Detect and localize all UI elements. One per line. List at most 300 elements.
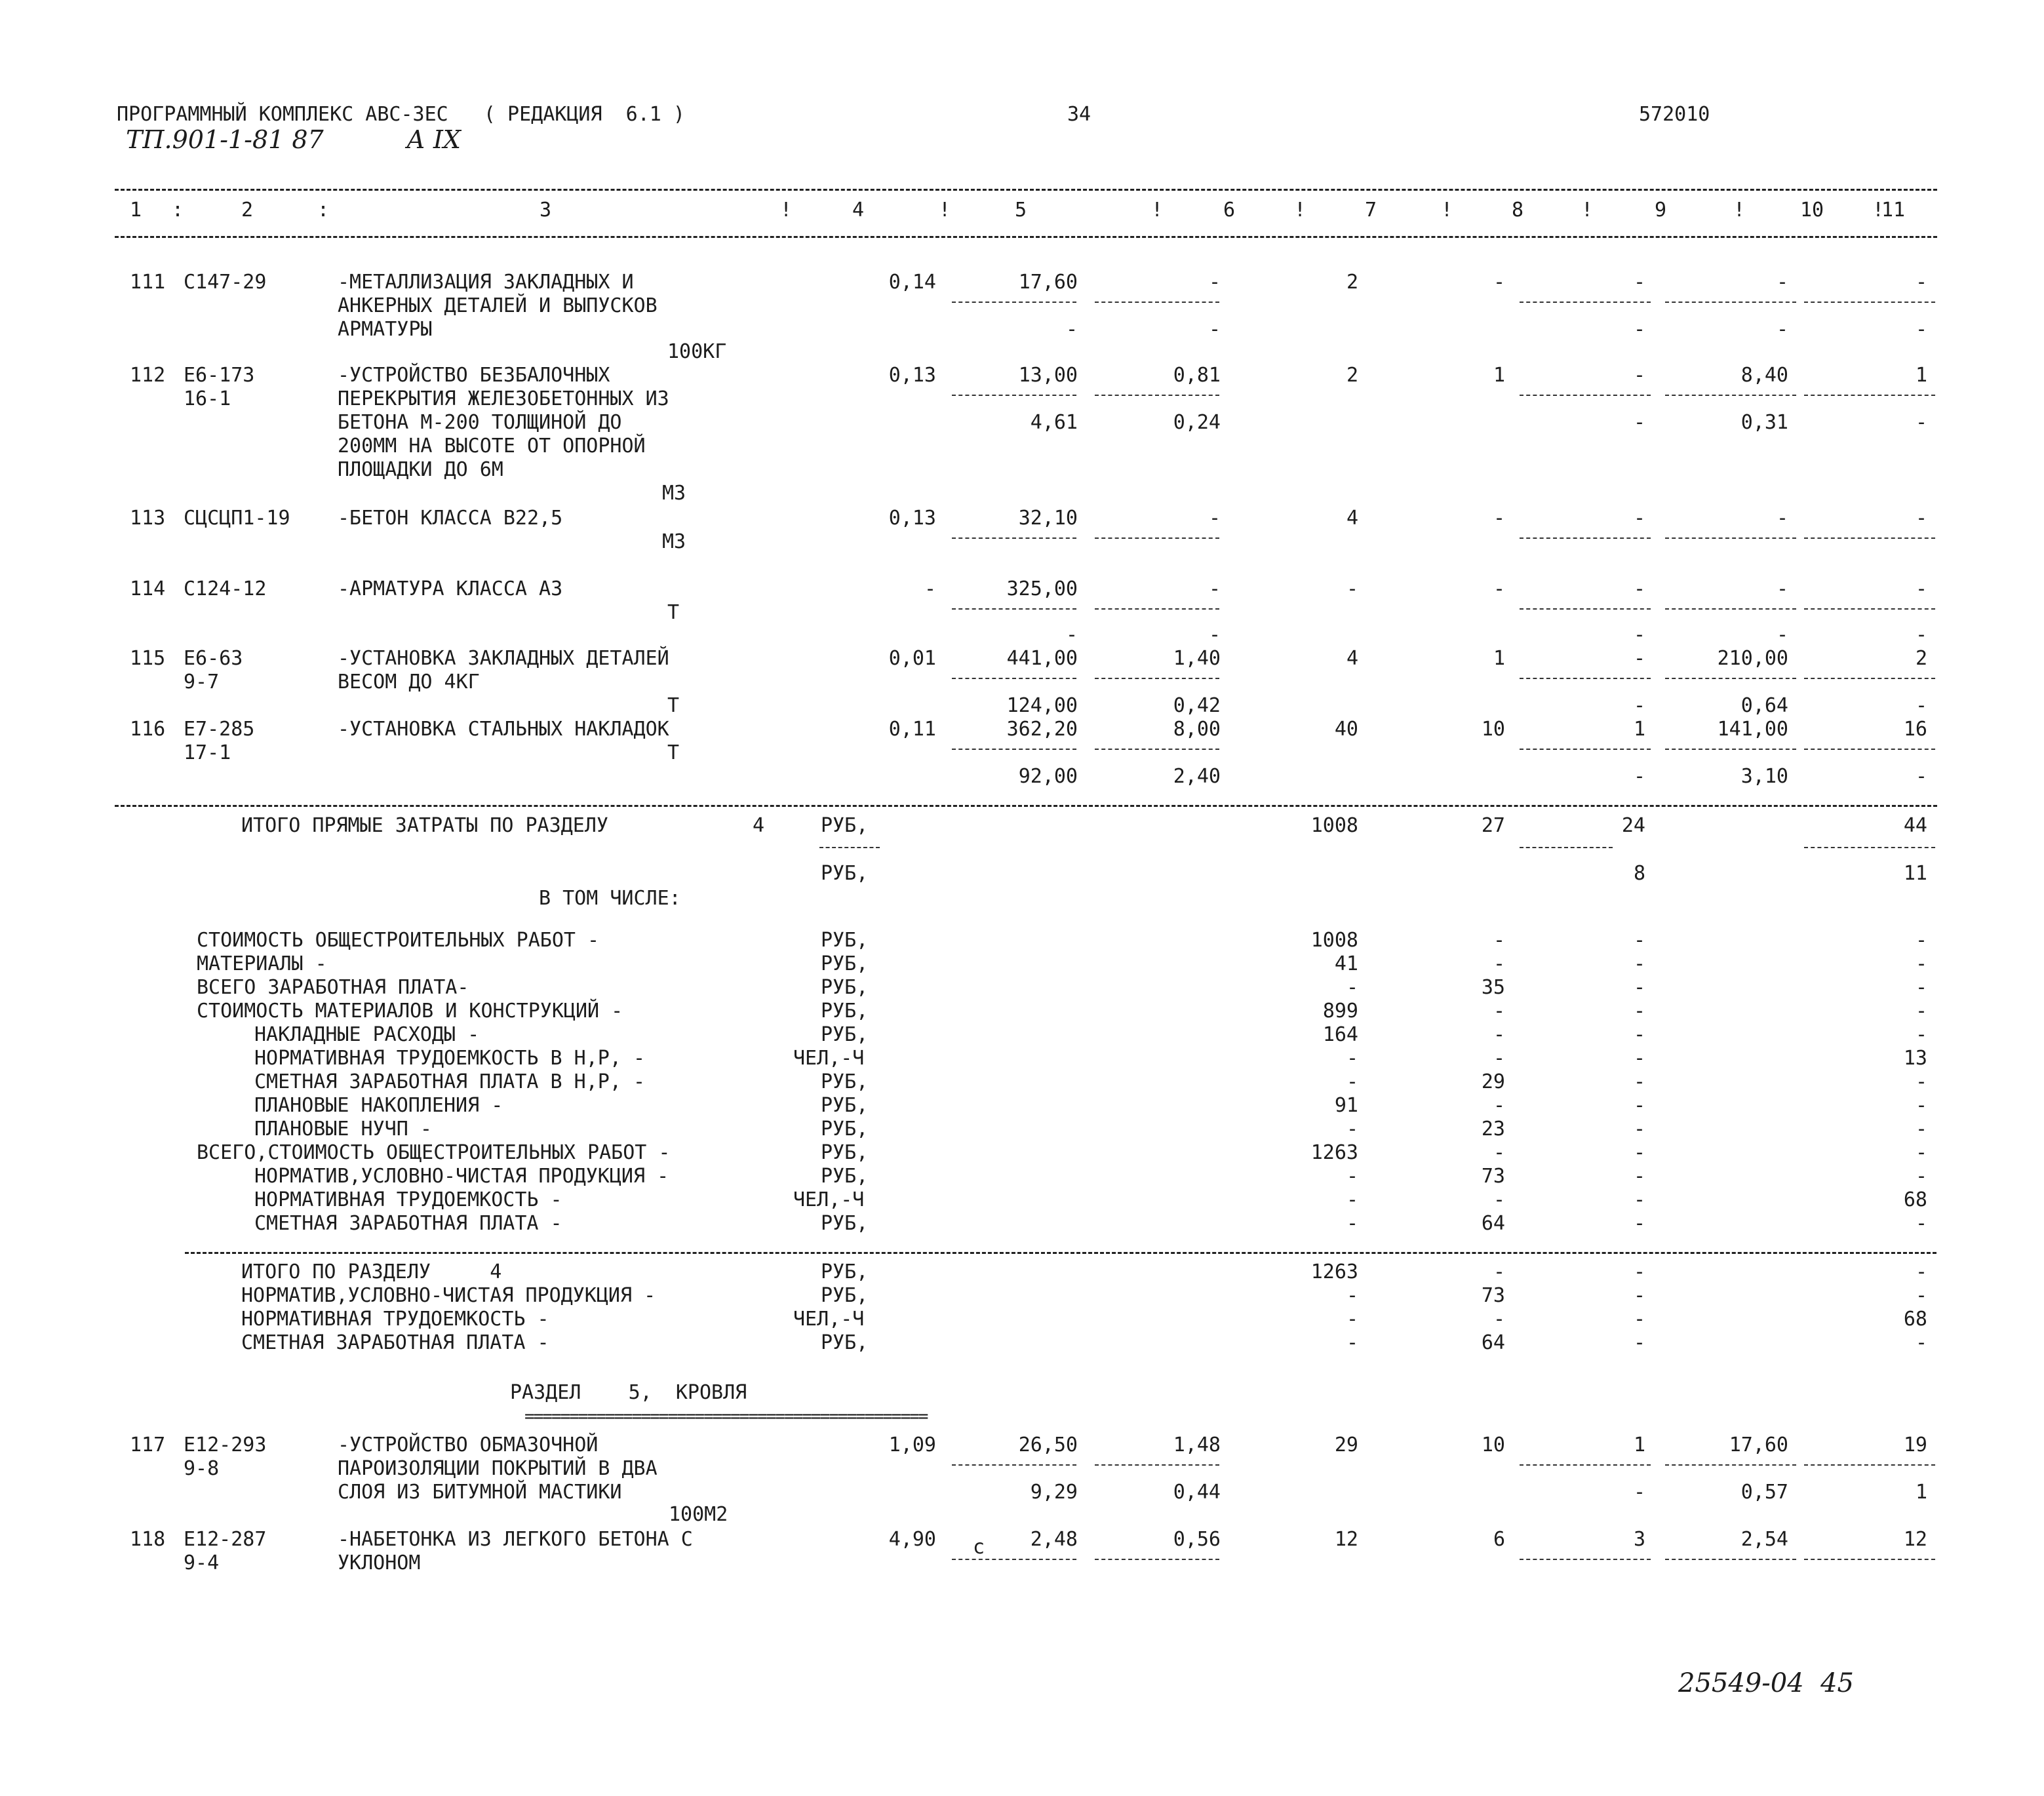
cell-c6b: -	[1208, 623, 1221, 646]
cell-c6b: -	[1208, 318, 1221, 341]
column-header-5: !	[780, 199, 793, 222]
cell-c5: 13,00	[1018, 364, 1078, 387]
direct-total-unit: РУБ,	[821, 814, 869, 837]
cell-c8: 10	[1481, 1434, 1505, 1456]
column-header-15: !	[1581, 199, 1594, 222]
item-code: Е6-63	[184, 647, 243, 670]
cell-divider	[1520, 302, 1651, 303]
cell-c10b: -	[1776, 623, 1788, 646]
breakdown-col8: 35	[1481, 976, 1505, 999]
cell-c10: 8,40	[1740, 364, 1788, 387]
item-code: Е12-293	[184, 1434, 267, 1456]
cell-divider	[1520, 608, 1651, 610]
item-description-line: -БЕТОН КЛАССА В22,5	[338, 507, 563, 530]
column-header-9: !	[1151, 199, 1164, 222]
breakdown-col7: -	[1346, 1118, 1358, 1141]
page-number: 34	[1067, 103, 1091, 126]
cell-divider	[1520, 1559, 1651, 1560]
breakdown-col7: -	[1346, 1070, 1358, 1093]
cell-c5b: -	[1065, 623, 1078, 646]
item-code: Е7-285	[184, 718, 255, 741]
cell-c10b: 0,57	[1740, 1481, 1788, 1504]
cell-c11: 2	[1915, 647, 1927, 670]
cell-c10: 210,00	[1717, 647, 1788, 670]
divider	[1520, 847, 1613, 848]
cell-divider	[952, 537, 1076, 539]
cell-divider	[1804, 1559, 1935, 1560]
section-total-unit: РУБ,	[821, 1260, 869, 1283]
breakdown-col8: -	[1493, 1094, 1505, 1117]
cell-divider	[952, 302, 1076, 303]
item-code: С147-29	[184, 271, 267, 294]
breakdown-label: НОРМАТИВ,УСЛОВНО-ЧИСТАЯ ПРОДУКЦИЯ -	[254, 1165, 669, 1188]
item-description-line: ВЕСОМ ДО 4КГ	[338, 671, 480, 693]
section-total-col7: 1263	[1310, 1260, 1358, 1283]
cell-c5: 26,50	[1018, 1434, 1078, 1456]
breakdown-col11: -	[1915, 976, 1927, 999]
cell-c6: 8,00	[1173, 718, 1221, 741]
direct-total-col11b: 11	[1903, 862, 1927, 885]
item-quantity: 4,90	[888, 1528, 936, 1551]
section-total-col9: -	[1633, 1284, 1645, 1307]
cell-c11: 16	[1903, 718, 1927, 741]
item-quantity: 0,14	[888, 271, 936, 294]
column-header-18: 10	[1800, 199, 1824, 222]
item-number: 112	[130, 364, 166, 387]
breakdown-col11: -	[1915, 1070, 1927, 1093]
item-description-line: БЕТОНА М-200 ТОЛЩИНОЙ ДО	[338, 411, 622, 434]
cell-c7: 2	[1346, 271, 1358, 294]
cell-c9: -	[1633, 507, 1645, 530]
cell-c11b: -	[1915, 623, 1927, 646]
cell-divider	[1804, 395, 1935, 396]
section-total-unit: ЧЕЛ,-Ч	[793, 1308, 865, 1331]
cell-divider	[952, 395, 1076, 396]
cell-c6: 0,56	[1173, 1528, 1221, 1551]
cell-c11b: 1	[1915, 1481, 1927, 1504]
cell-c7: 12	[1334, 1528, 1358, 1551]
breakdown-col9: -	[1633, 1118, 1645, 1141]
direct-total-section: 4	[753, 814, 765, 837]
cell-c8: 10	[1481, 718, 1505, 741]
handwritten-archive-number: 25549-04 45	[1678, 1668, 1854, 1698]
cell-divider	[952, 1559, 1076, 1560]
item-description-line: -УСТРОЙСТВО ОБМАЗОЧНОЙ	[338, 1434, 599, 1456]
divider	[819, 847, 880, 848]
breakdown-col9: -	[1633, 1212, 1645, 1235]
breakdown-col9: -	[1633, 1023, 1645, 1046]
cell-c7: 2	[1346, 364, 1358, 387]
section-total-unit: РУБ,	[821, 1331, 869, 1354]
divider	[1804, 847, 1935, 848]
breakdown-label: МАТЕРИАЛЫ -	[197, 952, 327, 975]
cell-c10: 17,60	[1729, 1434, 1788, 1456]
cell-c7: 40	[1334, 718, 1358, 741]
cell-divider	[1095, 608, 1219, 610]
column-header-14: 8	[1512, 199, 1524, 222]
breakdown-col9: -	[1633, 1165, 1645, 1188]
section-total-col8: -	[1493, 1308, 1505, 1331]
cell-c8: -	[1493, 507, 1505, 530]
cell-divider	[1804, 749, 1935, 750]
cell-c9: -	[1633, 647, 1645, 670]
breakdown-unit: РУБ,	[821, 976, 869, 999]
cell-divider	[1804, 608, 1935, 610]
item-code: С124-12	[184, 577, 267, 600]
column-header-20: 11	[1881, 199, 1906, 222]
cell-c6: 0,81	[1173, 364, 1221, 387]
cell-c5b: 4,61	[1030, 411, 1078, 434]
breakdown-col11: -	[1915, 1094, 1927, 1117]
cell-divider	[1520, 749, 1651, 750]
cell-divider	[1665, 1464, 1796, 1466]
cell-divider	[1520, 395, 1651, 396]
section-5-underline: =============================================	[524, 1408, 928, 1425]
direct-total-rule	[115, 805, 1937, 807]
project-reference: ТП.901-1-81 87	[126, 125, 324, 154]
breakdown-col7: -	[1346, 1047, 1358, 1070]
cell-divider	[952, 608, 1076, 610]
item-code-line2: 9-4	[184, 1552, 220, 1574]
breakdown-unit: РУБ,	[821, 952, 869, 975]
cell-c7: 4	[1346, 647, 1358, 670]
cell-divider	[1665, 749, 1796, 750]
breakdown-col8: -	[1493, 1023, 1505, 1046]
item-number: 111	[130, 271, 166, 294]
cell-c9: 1	[1633, 1434, 1645, 1456]
cell-c8: 1	[1493, 647, 1505, 670]
item-quantity: 0,13	[888, 364, 936, 387]
item-description-line: -МЕТАЛЛИЗАЦИЯ ЗАКЛАДНЫХ И	[338, 271, 634, 294]
cell-c5b: 9,29	[1030, 1481, 1078, 1504]
cell-c9: -	[1633, 364, 1645, 387]
item-code-line2: 16-1	[184, 387, 231, 410]
item-quantity: -	[924, 577, 936, 600]
cell-c10: 141,00	[1717, 718, 1788, 741]
item-description-line: -АРМАТУРА КЛАССА А3	[338, 577, 563, 600]
item-description-line: -НАБЕТОНКА ИЗ ЛЕГКОГО БЕТОНА С	[338, 1528, 693, 1551]
cell-divider	[1520, 537, 1651, 539]
cell-c7: 4	[1346, 507, 1358, 530]
cell-c8: 1	[1493, 364, 1505, 387]
breakdown-unit: РУБ,	[821, 1023, 869, 1046]
breakdown-col8: 64	[1481, 1212, 1505, 1235]
cell-c6b: 2,40	[1173, 765, 1221, 788]
document-code: 572010	[1639, 103, 1710, 126]
direct-total-col7: 1008	[1310, 814, 1358, 837]
section-total-label: СМЕТНАЯ ЗАРАБОТНАЯ ПЛАТА -	[241, 1331, 549, 1354]
cell-c11: -	[1915, 577, 1927, 600]
column-header-16: 9	[1655, 199, 1667, 222]
column-header-7: !	[939, 199, 951, 222]
breakdown-label: НАКЛАДНЫЕ РАСХОДЫ -	[254, 1023, 480, 1046]
breakdown-unit: РУБ,	[821, 1141, 869, 1164]
breakdown-col7: -	[1346, 1188, 1358, 1211]
section-total-unit: РУБ,	[821, 1284, 869, 1307]
breakdown-label: НОРМАТИВНАЯ ТРУДОЕМКОСТЬ В Н,Р, -	[254, 1047, 646, 1070]
cell-c10b: 0,64	[1740, 694, 1788, 717]
cell-divider	[952, 1464, 1076, 1466]
breakdown-unit: РУБ,	[821, 929, 869, 952]
column-header-10: 6	[1223, 199, 1236, 222]
column-header-12: 7	[1365, 199, 1377, 222]
header-rule-bottom	[115, 236, 1937, 238]
cell-divider	[1665, 395, 1796, 396]
cell-divider	[1804, 1464, 1935, 1466]
breakdown-col9: -	[1633, 1070, 1645, 1093]
item-code: Е6-173	[184, 364, 255, 387]
cell-c10: 2,54	[1740, 1528, 1788, 1551]
cell-divider	[1095, 395, 1219, 396]
item-description-line: ПЕРЕКРЫТИЯ ЖЕЛЕЗОБЕТОННЫХ ИЗ	[338, 387, 669, 410]
cell-c9b: -	[1633, 765, 1645, 788]
cell-divider	[1804, 302, 1935, 303]
cell-c9b: -	[1633, 1481, 1645, 1504]
section-total-col11: -	[1915, 1331, 1927, 1354]
cell-c11b: -	[1915, 411, 1927, 434]
column-header-13: !	[1441, 199, 1453, 222]
direct-total-col9b: 8	[1633, 862, 1645, 885]
cell-c7: 29	[1334, 1434, 1358, 1456]
cell-c11b: -	[1915, 694, 1927, 717]
item-quantity: 1,09	[888, 1434, 936, 1456]
item-description-line: -УСТАНОВКА СТАЛЬНЫХ НАКЛАДОК	[338, 718, 669, 741]
breakdown-label: СМЕТНАЯ ЗАРАБОТНАЯ ПЛАТА -	[254, 1212, 562, 1235]
cell-c5: 325,00	[1006, 577, 1078, 600]
breakdown-unit: РУБ,	[821, 1094, 869, 1117]
section-total-col7: -	[1346, 1284, 1358, 1307]
breakdown-col8: -	[1493, 1188, 1505, 1211]
cell-c11: 12	[1903, 1528, 1927, 1551]
cell-c11: -	[1915, 507, 1927, 530]
breakdown-col11: -	[1915, 1118, 1927, 1141]
direct-total-col9: 24	[1621, 814, 1645, 837]
cell-c10: -	[1776, 271, 1788, 294]
column-header-17: !	[1733, 199, 1746, 222]
breakdown-col7: -	[1346, 1165, 1358, 1188]
breakdown-col8: -	[1493, 1000, 1505, 1023]
breakdown-col11: -	[1915, 1000, 1927, 1023]
breakdown-col11: -	[1915, 1212, 1927, 1235]
breakdown-col7: 1008	[1310, 929, 1358, 952]
cell-c6: -	[1208, 577, 1221, 600]
cell-c8: 6	[1493, 1528, 1505, 1551]
cell-c5b: 124,00	[1006, 694, 1078, 717]
breakdown-col8: -	[1493, 1047, 1505, 1070]
breakdown-col11: 13	[1903, 1047, 1927, 1070]
breakdown-unit: РУБ,	[821, 1000, 869, 1023]
cell-c10: -	[1776, 507, 1788, 530]
cell-c6: 1,48	[1173, 1434, 1221, 1456]
direct-total-unit-2: РУБ,	[821, 862, 869, 885]
cell-c11b: -	[1915, 765, 1927, 788]
item-description-line: 200ММ НА ВЫСОТЕ ОТ ОПОРНОЙ	[338, 435, 646, 458]
header-rule-top	[115, 189, 1937, 191]
cell-c5: 32,10	[1018, 507, 1078, 530]
breakdown-label: СТОИМОСТЬ МАТЕРИАЛОВ И КОНСТРУКЦИЙ -	[197, 1000, 623, 1023]
cell-c9b: -	[1633, 318, 1645, 341]
cell-divider	[1665, 608, 1796, 610]
section-total-col9: -	[1633, 1260, 1645, 1283]
item-code-line2: 9-7	[184, 671, 220, 693]
item-number: 116	[130, 718, 166, 741]
column-header-8: 5	[1015, 199, 1027, 222]
item-unit: Т	[667, 741, 680, 764]
direct-total-col8: 27	[1481, 814, 1505, 837]
item-description-line: СЛОЯ ИЗ БИТУМНОЙ МАСТИКИ	[338, 1481, 622, 1504]
cell-c11: 1	[1915, 364, 1927, 387]
breakdown-col8: 23	[1481, 1118, 1505, 1141]
breakdown-col8: -	[1493, 952, 1505, 975]
breakdown-col9: -	[1633, 1094, 1645, 1117]
cell-c9: 1	[1633, 718, 1645, 741]
item-code-line2: 17-1	[184, 741, 231, 764]
column-header-3: :	[317, 199, 330, 222]
cell-c8: -	[1493, 271, 1505, 294]
breakdown-label: ВСЕГО ЗАРАБОТНАЯ ПЛАТА-	[197, 976, 469, 999]
cell-divider	[1804, 678, 1935, 679]
breakdown-label: НОРМАТИВНАЯ ТРУДОЕМКОСТЬ -	[254, 1188, 562, 1211]
item-description-line: АНКЕРНЫХ ДЕТАЛЕЙ И ВЫПУСКОВ	[338, 294, 658, 317]
cell-divider	[952, 678, 1076, 679]
breakdown-col8: 29	[1481, 1070, 1505, 1093]
breakdown-col9: -	[1633, 1047, 1645, 1070]
breakdown-col8: 73	[1481, 1165, 1505, 1188]
breakdown-col7: 164	[1322, 1023, 1358, 1046]
cell-c8: -	[1493, 577, 1505, 600]
section-total-label: ИТОГО ПО РАЗДЕЛУ 4	[241, 1260, 502, 1283]
item-unit: 100КГ	[667, 340, 727, 363]
section-total-col8: -	[1493, 1260, 1505, 1283]
item-number: 115	[130, 647, 166, 670]
cell-c11b: -	[1915, 318, 1927, 341]
cell-c6b: 0,44	[1173, 1481, 1221, 1504]
section-5-title: РАЗДЕЛ 5, КРОВЛЯ	[510, 1381, 747, 1404]
section-total-col11: 68	[1903, 1308, 1927, 1331]
cell-divider	[1095, 749, 1219, 750]
item-unit: Т	[667, 601, 680, 624]
item-mark: с	[973, 1536, 985, 1559]
breakdown-col11: -	[1915, 952, 1927, 975]
item-number: 113	[130, 507, 166, 530]
breakdown-unit: РУБ,	[821, 1165, 869, 1188]
album-number: А IX	[406, 125, 461, 154]
cell-c6b: 0,42	[1173, 694, 1221, 717]
section-total-col8: 73	[1481, 1284, 1505, 1307]
section-total-col11: -	[1915, 1284, 1927, 1307]
cell-divider	[1665, 537, 1796, 539]
cell-divider	[1095, 302, 1219, 303]
column-header-0: 1	[130, 199, 142, 222]
section-total-rule	[185, 1252, 1936, 1254]
breakdown-unit: ЧЕЛ,-Ч	[793, 1047, 865, 1070]
item-description-line: УКЛОНОМ	[338, 1552, 421, 1574]
section-total-col9: -	[1633, 1331, 1645, 1354]
item-code-line2: 9-8	[184, 1457, 220, 1480]
cell-divider	[952, 749, 1076, 750]
breakdown-col9: -	[1633, 1141, 1645, 1164]
item-quantity: 0,01	[888, 647, 936, 670]
breakdown-col11: 68	[1903, 1188, 1927, 1211]
cell-c5: 2,48	[1030, 1528, 1078, 1551]
breakdown-col9: -	[1633, 929, 1645, 952]
breakdown-label: ВСЕГО,СТОИМОСТЬ ОБЩЕСТРОИТЕЛЬНЫХ РАБОТ -	[197, 1141, 671, 1164]
cell-c10b: -	[1776, 318, 1788, 341]
cell-divider	[1520, 1464, 1651, 1466]
breakdown-label: СТОИМОСТЬ ОБЩЕСТРОИТЕЛЬНЫХ РАБОТ -	[197, 929, 600, 952]
direct-total-col11: 44	[1903, 814, 1927, 837]
breakdown-col9: -	[1633, 1188, 1645, 1211]
breakdown-col7: 899	[1322, 1000, 1358, 1023]
breakdown-label: ПЛАНОВЫЕ НУЧП -	[254, 1118, 432, 1141]
cell-c9b: -	[1633, 694, 1645, 717]
cell-divider	[1804, 537, 1935, 539]
cell-divider	[1095, 1464, 1219, 1466]
breakdown-unit: РУБ,	[821, 1212, 869, 1235]
breakdown-col7: 91	[1334, 1094, 1358, 1117]
breakdown-label: ПЛАНОВЫЕ НАКОПЛЕНИЯ -	[254, 1094, 503, 1117]
cell-c9b: -	[1633, 623, 1645, 646]
item-description-line: ПАРОИЗОЛЯЦИИ ПОКРЫТИЙ В ДВА	[338, 1457, 658, 1480]
cell-c5b: -	[1065, 318, 1078, 341]
breakdown-col8: -	[1493, 929, 1505, 952]
item-unit: М3	[662, 530, 686, 553]
item-description-line: -УСТАНОВКА ЗАКЛАДНЫХ ДЕТАЛЕЙ	[338, 647, 669, 670]
item-unit: 100М2	[669, 1503, 728, 1526]
cell-divider	[1520, 678, 1651, 679]
breakdown-col11: -	[1915, 1023, 1927, 1046]
column-header-4: 3	[540, 199, 552, 222]
breakdown-col11: -	[1915, 1165, 1927, 1188]
section-total-col9: -	[1633, 1308, 1645, 1331]
item-quantity: 0,13	[888, 507, 936, 530]
item-number: 118	[130, 1528, 166, 1551]
breakdown-unit: РУБ,	[821, 1070, 869, 1093]
cell-c9: 3	[1633, 1528, 1645, 1551]
item-code: СЦСЦП1-19	[184, 507, 290, 530]
cell-c7: -	[1346, 577, 1358, 600]
item-quantity: 0,11	[888, 718, 936, 741]
cell-divider	[1665, 302, 1796, 303]
cell-c10: -	[1776, 577, 1788, 600]
cell-divider	[1095, 678, 1219, 679]
cell-c5: 441,00	[1006, 647, 1078, 670]
item-unit: Т	[667, 694, 680, 717]
breakdown-unit: ЧЕЛ,-Ч	[793, 1188, 865, 1211]
cell-c5: 17,60	[1018, 271, 1078, 294]
item-description-line: ПЛОЩАДКИ ДО 6М	[338, 458, 503, 481]
section-total-label: НОРМАТИВ,УСЛОВНО-ЧИСТАЯ ПРОДУКЦИЯ -	[241, 1284, 656, 1307]
breakdown-col11: -	[1915, 929, 1927, 952]
section-total-col7: -	[1346, 1331, 1358, 1354]
cell-c11: -	[1915, 271, 1927, 294]
section-total-col11: -	[1915, 1260, 1927, 1283]
breakdown-col7: -	[1346, 1212, 1358, 1235]
item-description-line: -УСТРОЙСТВО БЕЗБАЛОЧНЫХ	[338, 364, 610, 387]
item-number: 117	[130, 1434, 166, 1456]
breakdown-col11: -	[1915, 1141, 1927, 1164]
item-unit: М3	[662, 482, 686, 505]
breakdown-col8: -	[1493, 1141, 1505, 1164]
cell-c6: 1,40	[1173, 647, 1221, 670]
breakdown-col9: -	[1633, 952, 1645, 975]
cell-divider	[1665, 678, 1796, 679]
section-total-col8: 64	[1481, 1331, 1505, 1354]
column-header-19: !	[1872, 199, 1885, 222]
cell-c6b: 0,24	[1173, 411, 1221, 434]
cell-c10b: 0,31	[1740, 411, 1788, 434]
item-number: 114	[130, 577, 166, 600]
